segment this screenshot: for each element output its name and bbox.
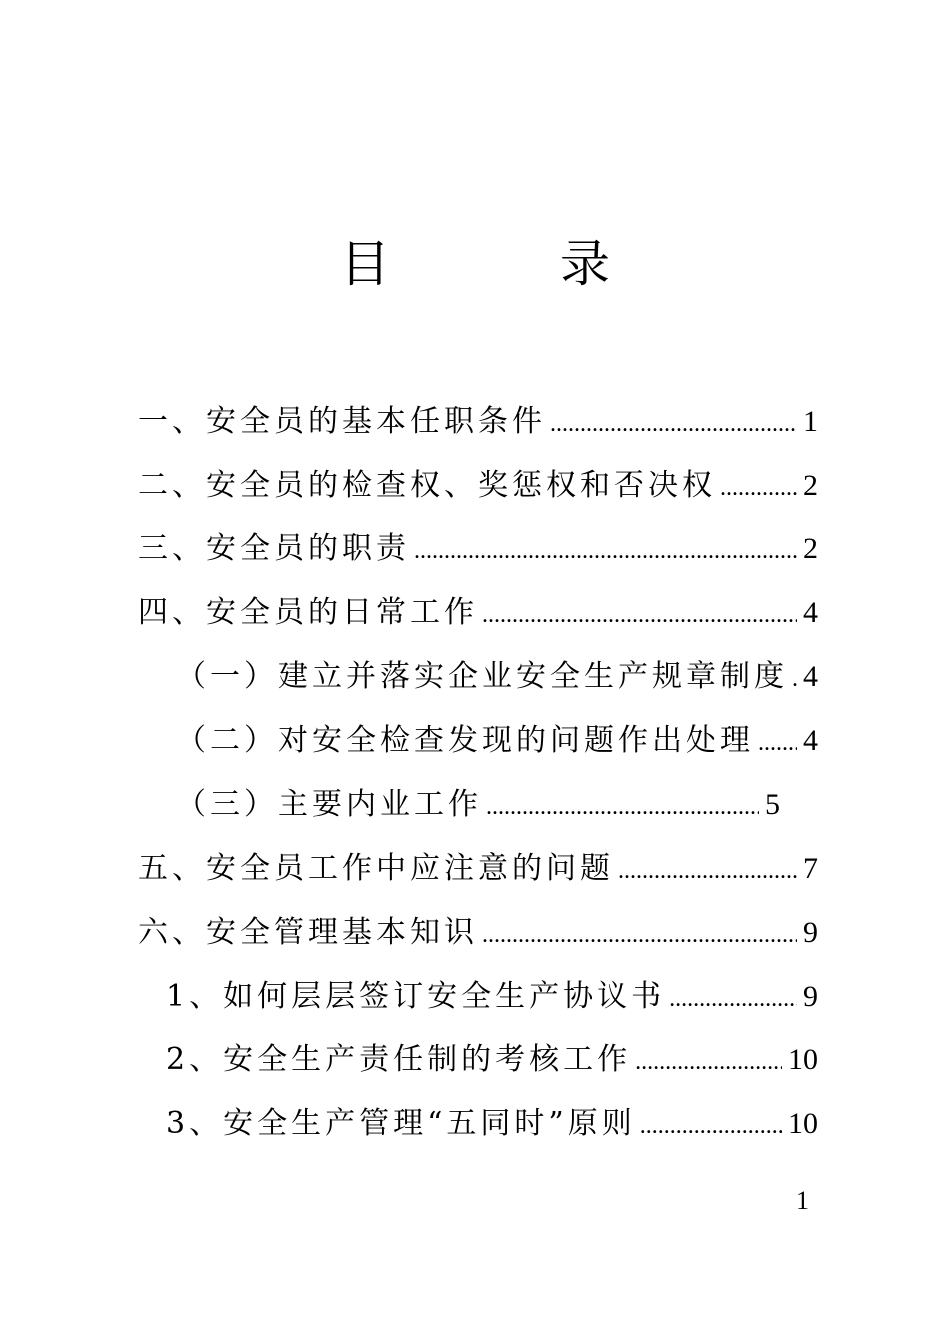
toc-entry-page: 9	[803, 980, 818, 1013]
toc-entry-page: 10	[788, 1107, 818, 1140]
toc-leader-dots	[792, 659, 797, 697]
page-title: 目 录	[340, 235, 670, 293]
toc-entry-page: 4	[803, 724, 818, 757]
toc-subentry[interactable]	[176, 721, 818, 761]
page-number: 1	[796, 1186, 809, 1215]
toc-entry[interactable]	[138, 466, 818, 506]
toc-entry[interactable]	[138, 529, 818, 569]
toc-entry-page: 5	[765, 788, 780, 821]
toc-leader-dots	[669, 979, 797, 1017]
toc-entry-label: （二）对安全检查发现的问题作出处理	[176, 723, 754, 758]
toc-leader-dots	[635, 1042, 782, 1080]
toc-leader-dots	[482, 915, 797, 953]
toc-entry[interactable]	[138, 913, 818, 953]
toc-entry-label: 1、如何层层签订安全生产协议书	[166, 979, 666, 1014]
toc-entry-page: 1	[803, 405, 818, 438]
toc-entry-label: 3、安全生产管理“五同时”原则	[166, 1106, 636, 1141]
toc-leader-dots	[482, 595, 797, 633]
toc-entry-label: （三）主要内业工作	[176, 787, 482, 822]
toc-entry[interactable]	[138, 593, 818, 633]
toc-entry-label: 一、安全员的基本任职条件	[138, 404, 546, 439]
toc-entry-label: 六、安全管理基本知识	[138, 915, 478, 950]
toc-entry-label: 2、安全生产责任制的考核工作	[166, 1042, 632, 1077]
toc-entry-page: 4	[803, 660, 818, 693]
toc-entry-page: 2	[803, 469, 818, 502]
toc-entry-label: 二、安全员的检查权、奖惩权和否决权	[138, 468, 716, 503]
toc-subentry[interactable]	[166, 977, 818, 1017]
toc-entry-page: 10	[788, 1043, 818, 1076]
toc-subentry[interactable]	[176, 657, 818, 697]
toc-entry[interactable]	[138, 402, 818, 442]
toc-entry-page: 2	[803, 532, 818, 565]
toc-leader-dots	[758, 723, 797, 761]
toc-leader-dots	[618, 851, 797, 889]
toc-subentry[interactable]	[166, 1104, 818, 1144]
toc-entry-page: 4	[803, 596, 818, 629]
toc-leader-dots	[640, 1106, 782, 1144]
toc-entry-label: （一）建立并落实企业安全生产规章制度	[176, 659, 788, 694]
toc-leader-dots	[550, 404, 797, 442]
toc-entry-label: 四、安全员的日常工作	[138, 595, 478, 630]
toc-leader-dots	[486, 787, 759, 825]
toc-entry-page: 9	[803, 916, 818, 949]
toc-subentry[interactable]	[166, 1040, 818, 1080]
toc-entry-page: 7	[803, 852, 818, 885]
toc-leader-dots	[414, 531, 797, 569]
toc-entry-label: 三、安全员的职责	[138, 531, 410, 566]
toc-entry[interactable]	[138, 849, 818, 889]
toc-leader-dots	[720, 468, 797, 506]
toc-entry-label: 五、安全员工作中应注意的问题	[138, 851, 614, 886]
toc-subentry[interactable]	[176, 785, 780, 825]
